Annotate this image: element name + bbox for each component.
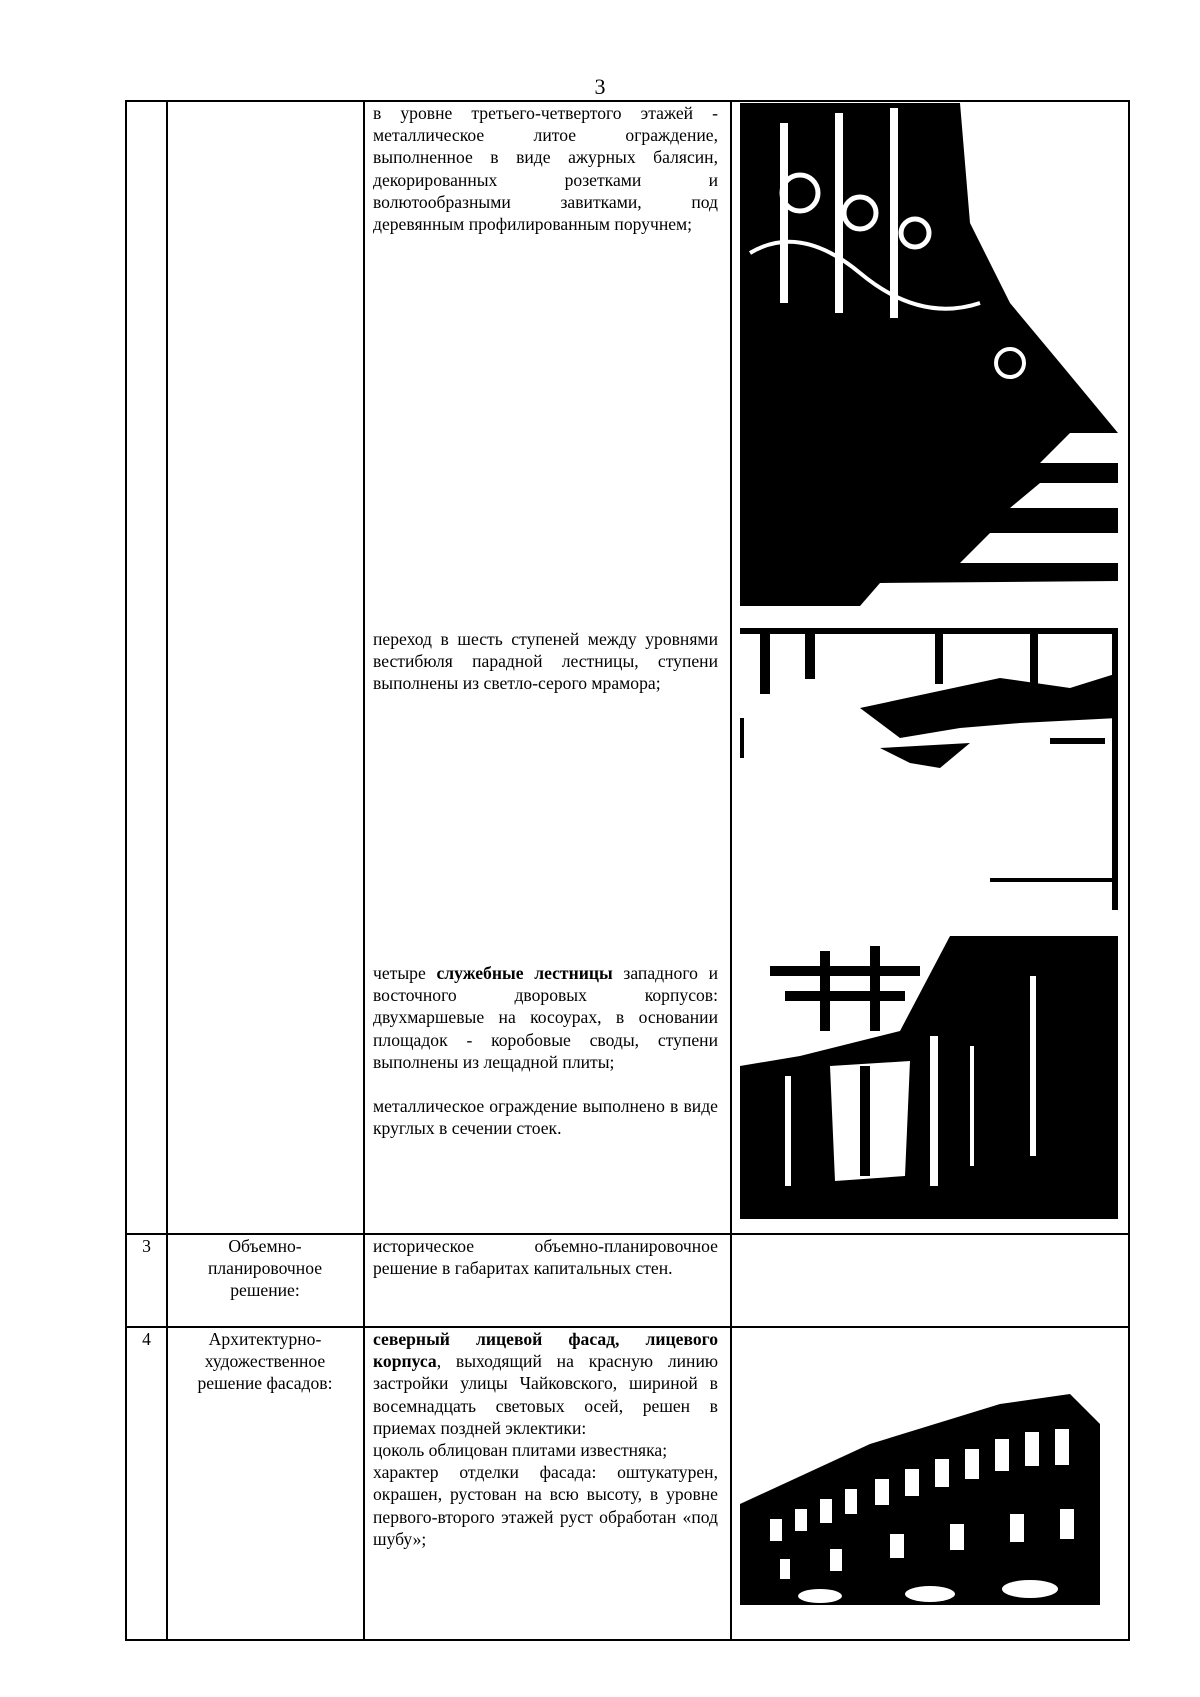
row4-number: 4: [142, 1329, 151, 1349]
row4-text: [373, 1328, 718, 1550]
page-number: 3: [594, 74, 606, 99]
table-col-divider-2: [363, 100, 365, 1641]
vestibule-paragraph: переход в шесть ступеней между уровнями вестибюля парадной лестницы, ступени выполнены из светло-серого мрамора;: [373, 629, 718, 694]
row4-name: Архитектурно-художественное решение фасадов:: [197, 1329, 333, 1394]
table-col-divider-1: [166, 100, 168, 1641]
service-railing-paragraph: металлическое ограждение выполнено в виде круглых в сечении стоек.: [373, 1096, 718, 1139]
plinth-paragraph: цоколь облицован плитами известняка;: [373, 1440, 668, 1461]
service-staircase-photo: [740, 936, 1118, 1219]
vestibule-steps-photo: [740, 628, 1118, 910]
table-col-divider-3: [730, 100, 732, 1641]
row3-name: Объемно-планировочное решение:: [207, 1236, 323, 1301]
facade-bold: северный лицевой фасад, лицевого корпуса: [373, 1329, 718, 1372]
row1-service-stairs-text: [373, 962, 718, 1139]
table-border-bottom: [125, 1639, 1130, 1641]
row1-railing-text: [373, 102, 718, 235]
row3-number: 3: [142, 1236, 151, 1256]
row3-text: [373, 1235, 718, 1279]
layout-paragraph: историческое объемно-планировочное решение в габаритах капитальных стен.: [373, 1236, 718, 1279]
finish-paragraph: характер отделки фасада: оштукатурен, окрашен, рустован на всю высоту, в уровне первого-второго этажей руст обработан «под шубу»;: [373, 1462, 718, 1549]
table-border-right: [1128, 100, 1130, 1641]
service-stairs-paragraph: четыре служебные лестницы западного и восточного дворовых корпусов: двухмаршевые на косоурах, в основании площадок - коробовые своды, ступени выполнены из лещадной плиты;: [373, 963, 719, 1072]
facade-paragraph: северный лицевой фасад, лицевого корпуса, выходящий на красную линию застройки улицы Чайковского, шириной в восемнадцать световых осей, решен в приемах поздней эклектики:: [373, 1329, 718, 1438]
railing-paragraph: в уровне третьего-четвертого этажей - металлическое литое ограждение, выполненное в виде ажурных балясин, декорированных розетками и волютообразными завитками, под деревянным профилированным поручнем;: [373, 103, 718, 235]
row1-vestibule-text: [373, 628, 718, 695]
table-border-left: [125, 100, 127, 1641]
north-facade-photo: [740, 1384, 1118, 1605]
service-stairs-bold: служебные лестницы: [436, 963, 613, 983]
staircase-railing-photo: [740, 103, 1118, 606]
